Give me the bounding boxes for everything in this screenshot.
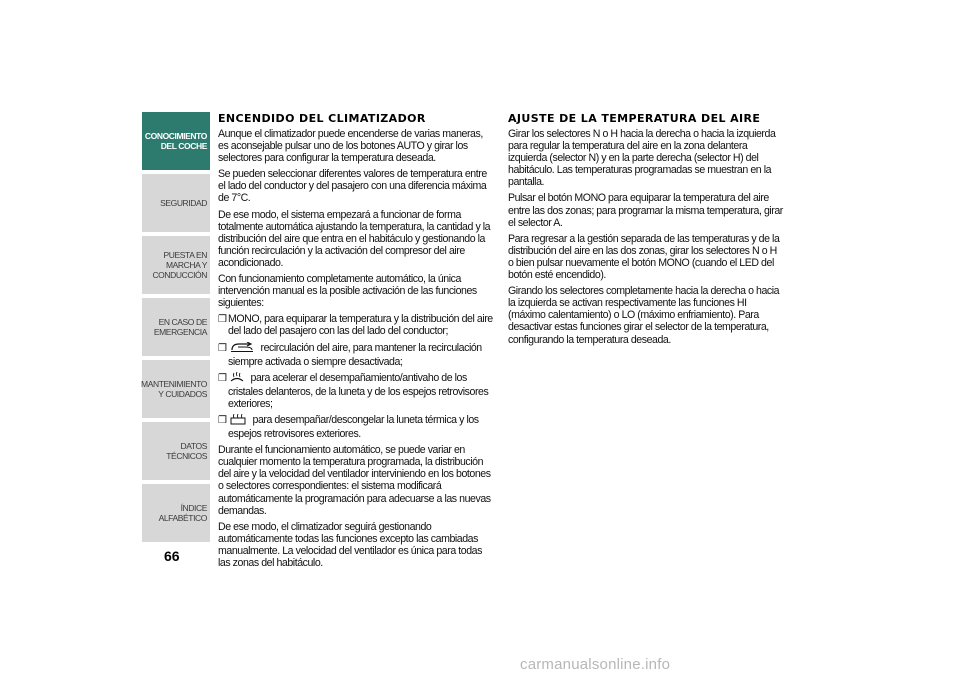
paragraph: Girar los selectores N o H hacia la derecha o hacia la izquierda para regular la temperatura del aire en la zona delantera izquierda (selector N) y en la parte derecha (selector H) del habitáculo. Las temperaturas programadas se muestran en la pantalla. bbox=[508, 128, 776, 189]
paragraph: Girando los selectores completamente hacia la derecha o hacia la izquierda se activan respectivamente las funciones HI (máximo calentamiento) o LO (máximo enfriamiento). Para desactivar estas funciones girar el selector de la temperatura, configurando la temperatura deseada. bbox=[508, 285, 780, 346]
rear-defrost-icon bbox=[230, 414, 246, 428]
tab-datos-tecnicos[interactable]: DATOS TÉCNICOS bbox=[142, 422, 210, 480]
list-item: ❒ MONO, para equiparar la temperatura y la distribución del aire del lado del pasajero con las del lado del conductor; bbox=[218, 313, 493, 338]
recirculation-icon bbox=[230, 342, 254, 356]
tab-puesta-en-marcha[interactable]: PUESTA EN MARCHA Y CONDUCCIÓN bbox=[142, 236, 210, 294]
paragraph: De ese modo, el climatizador seguirá gestionando automáticamente todas las funciones excepto las cambiadas manualmente. La velocidad del ventilador es única para todas las zonas del habitáculo. bbox=[218, 520, 482, 569]
paragraph: Se pueden seleccionar diferentes valores de temperatura entre el lado del conductor y del pasajero con una diferencia máxima de 7°C. bbox=[218, 168, 487, 205]
page-number: 66 bbox=[164, 548, 180, 564]
checkbox-bullet-icon: ❒ bbox=[218, 372, 227, 384]
watermark: carmanualsonline.info bbox=[520, 656, 671, 673]
left-column bbox=[218, 113, 493, 573]
checkbox-bullet-icon: ❒ bbox=[218, 342, 227, 354]
right-column bbox=[508, 113, 783, 350]
section-sidebar bbox=[142, 112, 210, 546]
tab-indice-alfabetico[interactable]: ÍNDICE ALFABÉTICO bbox=[142, 484, 210, 542]
paragraph: Durante el funcionamiento automático, se puede variar en cualquier momento la temperatura programada, la distribución del aire y la velocidad del ventilador interviniendo en los botones o selectores correspondientes: el sistema modificará automáticamente la programación para adecuarse a las nuevas demandas. bbox=[218, 444, 491, 517]
paragraph: Con funcionamiento completamente automático, la única intervención manual es la posible activación de las funciones siguientes: bbox=[218, 273, 477, 310]
list-item: ❒ para desempañar/descongelar la luneta térmica y los espejos retrovisores exteriores. bbox=[218, 413, 479, 441]
tab-conocimiento-del-coche[interactable]: CONOCIMIENTO DEL COCHE bbox=[142, 112, 210, 170]
paragraph: Aunque el climatizador puede encenderse de varias maneras, es aconsejable pulsar uno de los botones AUTO y girar los selectores para configurar la temperatura deseada. bbox=[218, 128, 483, 165]
checkbox-bullet-icon: ❒ bbox=[218, 414, 227, 426]
front-defrost-icon bbox=[230, 372, 244, 386]
paragraph: De ese modo, el sistema empezará a funcionar de forma totalmente automática ajustando la temperatura, la cantidad y la distribución del aire que entra en el habitáculo y gestionando la función recirculación y la activación del compresor del aire acondicionado. bbox=[218, 208, 491, 269]
tab-seguridad[interactable]: SEGURIDAD bbox=[142, 174, 210, 232]
checkbox-bullet-icon: ❒ bbox=[218, 314, 227, 326]
tab-en-caso-de-emergencia[interactable]: EN CASO DE EMERGENCIA bbox=[142, 298, 210, 356]
paragraph: Pulsar el botón MONO para equiparar la temperatura del aire entre las dos zonas; para programar la misma temperatura, girar el selector A. bbox=[508, 192, 783, 229]
section-heading-encendido: ENCENDIDO DEL CLIMATIZADOR bbox=[218, 112, 426, 125]
paragraph: Para regresar a la gestión separada de las temperaturas y de la distribución del aire en las dos zonas, girar los selectores N o H o bien pulsar nuevamente el botón MONO (cuando el LED del botón esté encendido). bbox=[508, 232, 780, 282]
section-heading-ajuste: AJUSTE DE LA TEMPERATURA DEL AIRE bbox=[508, 112, 761, 125]
tab-mantenimiento[interactable]: MANTENIMIENTO Y CUIDADOS bbox=[142, 360, 210, 418]
list-item: ❒ para acelerar el desempañamiento/antivaho de los cristales delanteros, de la luneta y de los espejos retrovisores exteriores; bbox=[218, 371, 489, 410]
list-item: ❒ recirculación del aire, para mantener la recirculación siempre activada o siempre desactivada; bbox=[218, 341, 482, 368]
